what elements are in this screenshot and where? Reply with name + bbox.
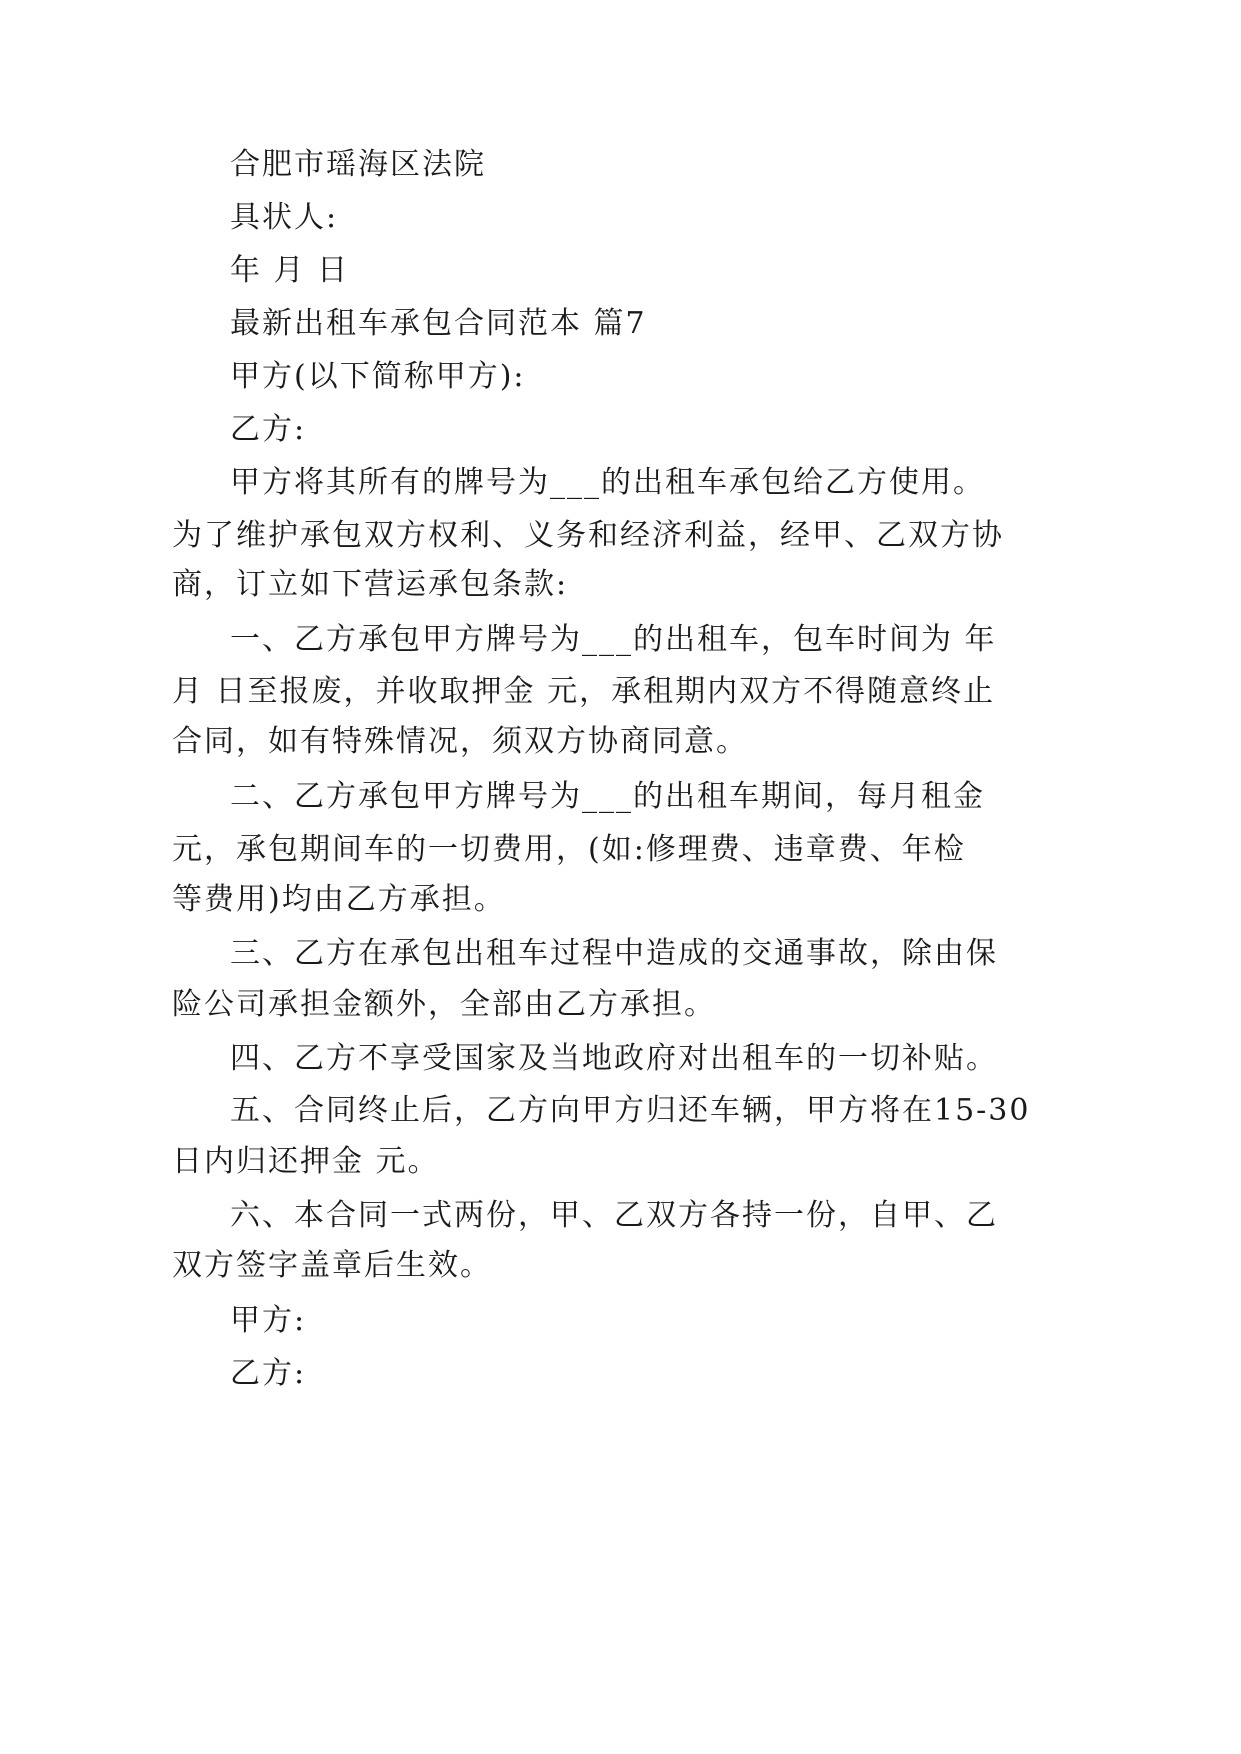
signature-party-b: 乙方: — [230, 1356, 307, 1391]
paragraph-line: 甲方将其所有的牌号为___的出租车承包给乙方使用。 — [230, 465, 985, 500]
signature-party-a: 甲方: — [230, 1303, 307, 1338]
clause-1-line: 月 日至报废，并收取押金 元，承租期内双方不得随意终止 — [172, 674, 996, 709]
clause-1-line: 一、乙方承包甲方牌号为___的出租车，包车时间为 年 — [230, 622, 997, 657]
party-a-line: 甲方(以下简称甲方): — [230, 359, 526, 394]
clause-2-line: 二、乙方承包甲方牌号为___的出租车期间，每月租金 — [230, 779, 985, 814]
clause-6-line: 六、本合同一式两份，甲、乙双方各持一份，自甲、乙 — [230, 1198, 998, 1233]
plaintiff-line: 具状人: — [230, 200, 339, 235]
clause-5-line: 日内归还押金 元。 — [172, 1144, 440, 1179]
clause-3-line: 险公司承担金额外，全部由乙方承担。 — [172, 987, 716, 1022]
paragraph-line: 为了维护承包双方权利、义务和经济利益，经甲、乙双方协 — [172, 518, 1004, 553]
clause-1-line: 合同，如有特殊情况，须双方协商同意。 — [172, 724, 748, 759]
clause-2-line: 等费用)均由乙方承担。 — [172, 882, 506, 917]
date-line: 年 月 日 — [230, 253, 350, 288]
section-title: 最新出租车承包合同范本 篇7 — [230, 306, 647, 341]
clause-2-line: 元，承包期间车的一切费用，(如:修理费、违章费、年检 — [172, 832, 966, 867]
clause-5-line: 五、合同终止后，乙方向甲方归还车辆，甲方将在15-30 — [230, 1093, 1031, 1128]
court-name: 合肥市瑶海区法院 — [230, 147, 486, 182]
clause-4-line: 四、乙方不享受国家及当地政府对出租车的一切补贴。 — [230, 1041, 998, 1076]
paragraph-line: 商，订立如下营运承包条款: — [172, 567, 569, 602]
clause-3-line: 三、乙方在承包出租车过程中造成的交通事故，除由保 — [230, 936, 998, 971]
party-b-line: 乙方: — [230, 412, 307, 447]
clause-6-line: 双方签字盖章后生效。 — [172, 1248, 492, 1283]
